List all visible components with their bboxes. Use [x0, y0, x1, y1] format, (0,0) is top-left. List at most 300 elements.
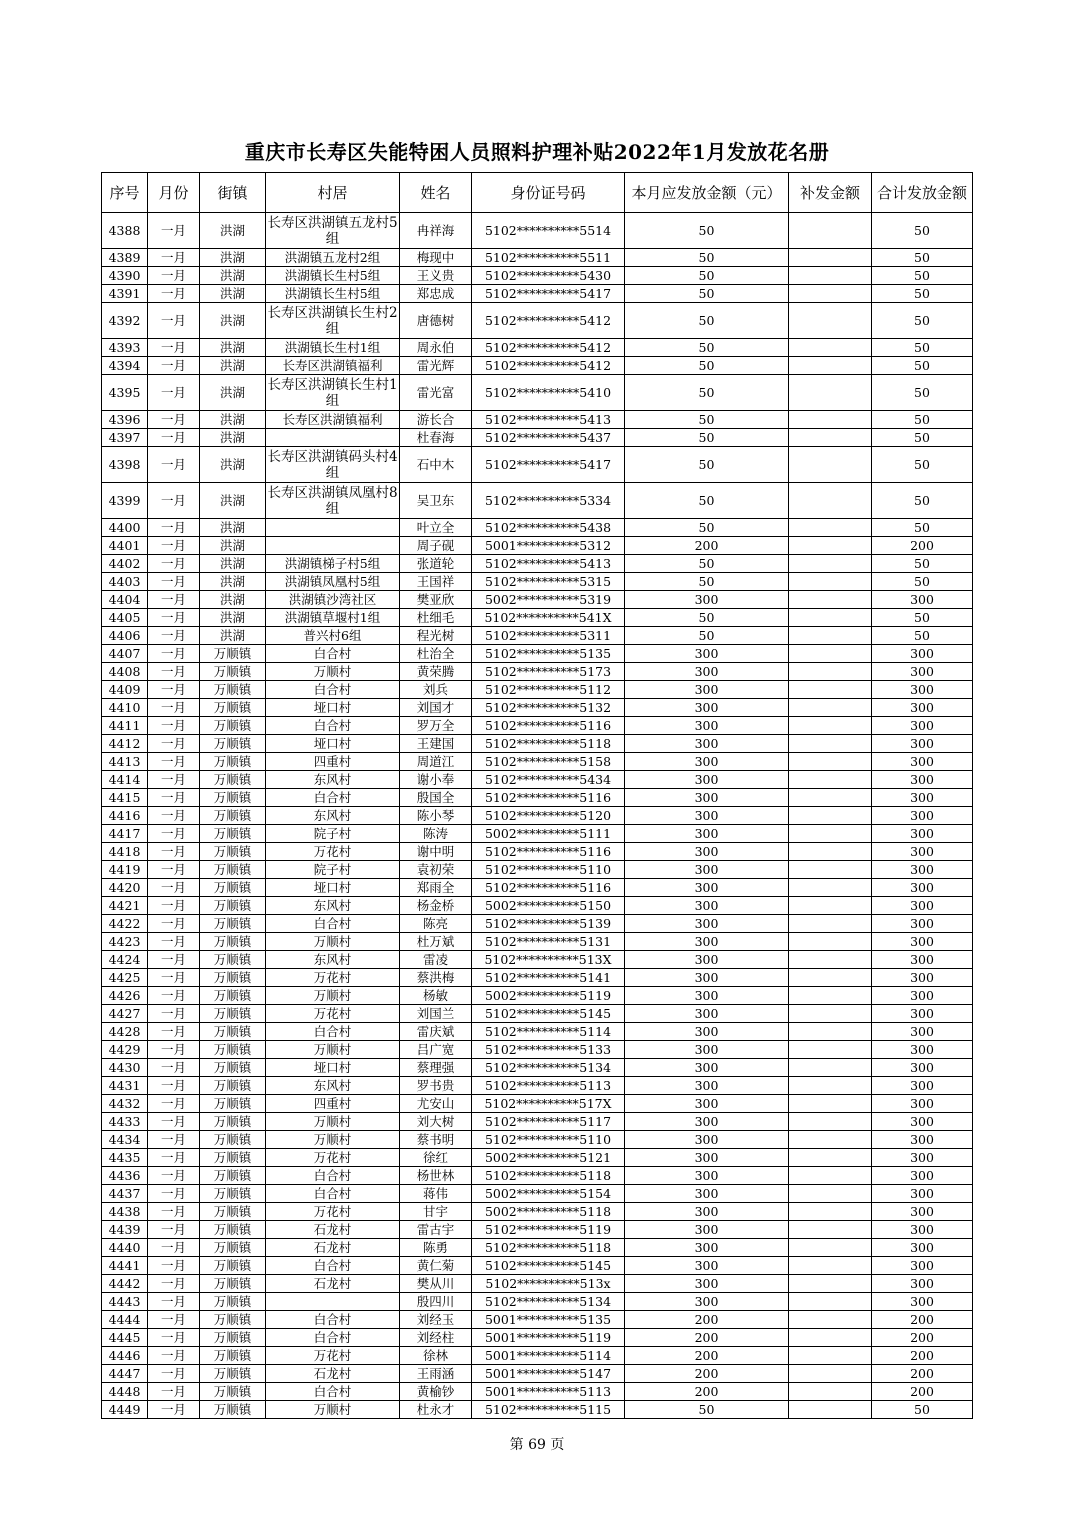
name-cell: 冉祥海: [400, 213, 472, 249]
seq-cell: 4435: [102, 1149, 148, 1167]
town-cell: 万顺镇: [200, 663, 266, 681]
col-header-id-number: 身份证号码: [472, 173, 625, 213]
seq-cell: 4434: [102, 1131, 148, 1149]
header-row: [102, 173, 973, 213]
seq-cell: 4414: [102, 771, 148, 789]
monthly-amount-cell: 50: [625, 267, 789, 285]
id-number-cell: 5102**********5135: [472, 645, 625, 663]
monthly-amount-cell: 200: [625, 1311, 789, 1329]
total-cell: 300: [872, 1095, 973, 1113]
total-cell: 300: [872, 1257, 973, 1275]
name-cell: 雷光富: [400, 375, 472, 411]
id-number-cell: 5102**********5437: [472, 429, 625, 447]
month-cell: 一月: [148, 573, 200, 591]
town-cell: 万顺镇: [200, 897, 266, 915]
id-number-cell: 5102**********5410: [472, 375, 625, 411]
total-cell: 300: [872, 699, 973, 717]
back-pay-cell: [789, 1347, 872, 1365]
monthly-amount-cell: 50: [625, 573, 789, 591]
town-cell: 万顺镇: [200, 1131, 266, 1149]
monthly-amount-cell: 300: [625, 1113, 789, 1131]
total-cell: 50: [872, 375, 973, 411]
monthly-amount-cell: 50: [625, 483, 789, 519]
town-cell: 万顺镇: [200, 1275, 266, 1293]
total-cell: 300: [872, 843, 973, 861]
id-number-cell: 5102**********5116: [472, 879, 625, 897]
monthly-amount-cell: 300: [625, 807, 789, 825]
id-number-cell: 5102**********5145: [472, 1005, 625, 1023]
month-cell: 一月: [148, 987, 200, 1005]
village-cell: 万花村: [266, 1005, 400, 1023]
town-cell: 洪湖: [200, 573, 266, 591]
town-cell: 万顺镇: [200, 1041, 266, 1059]
back-pay-cell: [789, 375, 872, 411]
back-pay-cell: [789, 1023, 872, 1041]
name-cell: 甘宇: [400, 1203, 472, 1221]
total-cell: 300: [872, 591, 973, 609]
total-cell: 300: [872, 771, 973, 789]
table-row: [102, 1023, 973, 1041]
seq-cell: 4400: [102, 519, 148, 537]
month-cell: 一月: [148, 555, 200, 573]
total-cell: 200: [872, 1383, 973, 1401]
table-row: [102, 1077, 973, 1095]
seq-cell: 4433: [102, 1113, 148, 1131]
village-cell: 万顺村: [266, 1401, 400, 1419]
month-cell: 一月: [148, 1077, 200, 1095]
id-number-cell: 5102**********5417: [472, 285, 625, 303]
table-row: [102, 699, 973, 717]
town-cell: 洪湖: [200, 303, 266, 339]
seq-cell: 4431: [102, 1077, 148, 1095]
monthly-amount-cell: 300: [625, 1077, 789, 1095]
month-cell: 一月: [148, 1059, 200, 1077]
village-cell: 万顺村: [266, 663, 400, 681]
id-number-cell: 5001**********5135: [472, 1311, 625, 1329]
table-row: [102, 1365, 973, 1383]
id-number-cell: 5102**********5113: [472, 1077, 625, 1095]
back-pay-cell: [789, 1131, 872, 1149]
month-cell: 一月: [148, 1347, 200, 1365]
town-cell: 万顺镇: [200, 645, 266, 663]
town-cell: 万顺镇: [200, 969, 266, 987]
monthly-amount-cell: 300: [625, 1239, 789, 1257]
name-cell: 唐德树: [400, 303, 472, 339]
back-pay-cell: [789, 969, 872, 987]
village-cell: [266, 519, 400, 537]
id-number-cell: 5102**********5131: [472, 933, 625, 951]
name-cell: 刘兵: [400, 681, 472, 699]
page-number: 第 69 页: [509, 1437, 565, 1453]
back-pay-cell: [789, 591, 872, 609]
back-pay-cell: [789, 1077, 872, 1095]
table-row: [102, 1203, 973, 1221]
monthly-amount-cell: 300: [625, 1005, 789, 1023]
village-cell: 万花村: [266, 1347, 400, 1365]
id-number-cell: 5102**********5116: [472, 717, 625, 735]
name-cell: 殷四川: [400, 1293, 472, 1311]
back-pay-cell: [789, 573, 872, 591]
village-cell: 白合村: [266, 1311, 400, 1329]
monthly-amount-cell: 300: [625, 1185, 789, 1203]
back-pay-cell: [789, 267, 872, 285]
monthly-amount-cell: 50: [625, 411, 789, 429]
id-number-cell: 5102**********5116: [472, 789, 625, 807]
id-number-cell: 5002**********5319: [472, 591, 625, 609]
village-cell: 万花村: [266, 1203, 400, 1221]
total-cell: 300: [872, 951, 973, 969]
village-cell: 洪湖镇凤凰村5组: [266, 573, 400, 591]
back-pay-cell: [789, 519, 872, 537]
total-cell: 50: [872, 339, 973, 357]
town-cell: 万顺镇: [200, 1329, 266, 1347]
town-cell: 洪湖: [200, 591, 266, 609]
roster-table: [101, 172, 973, 1419]
total-cell: 300: [872, 735, 973, 753]
monthly-amount-cell: 300: [625, 771, 789, 789]
back-pay-cell: [789, 1401, 872, 1419]
back-pay-cell: [789, 645, 872, 663]
total-cell: 300: [872, 1221, 973, 1239]
id-number-cell: 5102**********5114: [472, 1023, 625, 1041]
table-row: [102, 375, 973, 411]
town-cell: 洪湖: [200, 537, 266, 555]
id-number-cell: 5102**********513X: [472, 951, 625, 969]
town-cell: 万顺镇: [200, 771, 266, 789]
village-cell: 万花村: [266, 843, 400, 861]
village-cell: 院子村: [266, 861, 400, 879]
monthly-amount-cell: 300: [625, 1203, 789, 1221]
month-cell: 一月: [148, 915, 200, 933]
id-number-cell: 5001**********5312: [472, 537, 625, 555]
total-cell: 50: [872, 519, 973, 537]
seq-cell: 4395: [102, 375, 148, 411]
id-number-cell: 5102**********5115: [472, 1401, 625, 1419]
month-cell: 一月: [148, 537, 200, 555]
village-cell: 长寿区洪湖镇码头村4组: [267, 448, 398, 481]
monthly-amount-cell: 50: [625, 285, 789, 303]
back-pay-cell: [789, 339, 872, 357]
village-cell: 四重村: [266, 753, 400, 771]
table-row: [102, 825, 973, 843]
town-cell: 洪湖: [200, 429, 266, 447]
name-cell: 杨敏: [400, 987, 472, 1005]
table-row: [102, 411, 973, 429]
seq-cell: 4429: [102, 1041, 148, 1059]
town-cell: 洪湖: [200, 357, 266, 375]
town-cell: 洪湖: [200, 627, 266, 645]
id-number-cell: 5102**********541X: [472, 609, 625, 627]
id-number-cell: 5102**********5417: [472, 447, 625, 483]
month-cell: 一月: [148, 285, 200, 303]
monthly-amount-cell: 300: [625, 951, 789, 969]
town-cell: 万顺镇: [200, 843, 266, 861]
id-number-cell: 5102**********5311: [472, 627, 625, 645]
village-cell: 洪湖镇长生村1组: [266, 339, 400, 357]
back-pay-cell: [789, 447, 872, 483]
name-cell: 杜治全: [400, 645, 472, 663]
name-cell: 郑忠成: [400, 285, 472, 303]
name-cell: 杜春海: [400, 429, 472, 447]
back-pay-cell: [789, 951, 872, 969]
month-cell: 一月: [148, 825, 200, 843]
table-row: [102, 735, 973, 753]
back-pay-cell: [789, 735, 872, 753]
month-cell: 一月: [148, 1365, 200, 1383]
table-row: [102, 1275, 973, 1293]
total-cell: 50: [872, 483, 973, 519]
table-row: [102, 573, 973, 591]
total-cell: 300: [872, 1023, 973, 1041]
seq-cell: 4405: [102, 609, 148, 627]
monthly-amount-cell: 300: [625, 861, 789, 879]
town-cell: 万顺镇: [200, 1257, 266, 1275]
village-cell: 万顺村: [266, 1113, 400, 1131]
name-cell: 罗书贵: [400, 1077, 472, 1095]
town-cell: 洪湖: [200, 609, 266, 627]
month-cell: 一月: [148, 1005, 200, 1023]
total-cell: 50: [872, 267, 973, 285]
monthly-amount-cell: 300: [625, 825, 789, 843]
id-number-cell: 5001**********5147: [472, 1365, 625, 1383]
village-cell: 东风村: [266, 771, 400, 789]
id-number-cell: 5002**********5154: [472, 1185, 625, 1203]
back-pay-cell: [789, 483, 872, 519]
id-number-cell: 5102**********5173: [472, 663, 625, 681]
back-pay-cell: [789, 1239, 872, 1257]
total-cell: 300: [872, 1203, 973, 1221]
seq-cell: 4446: [102, 1347, 148, 1365]
village-cell: 洪湖镇五龙村2组: [266, 249, 400, 267]
name-cell: 吕广宽: [400, 1041, 472, 1059]
table-row: [102, 1383, 973, 1401]
id-number-cell: 5102**********5139: [472, 915, 625, 933]
village-cell: 垭口村: [266, 735, 400, 753]
id-number-cell: 5001**********5114: [472, 1347, 625, 1365]
town-cell: 万顺镇: [200, 879, 266, 897]
back-pay-cell: [789, 213, 872, 249]
table-row: [102, 987, 973, 1005]
village-cell: 长寿区洪湖镇五龙村5组: [267, 214, 398, 247]
back-pay-cell: [789, 933, 872, 951]
name-cell: 刘国才: [400, 699, 472, 717]
seq-cell: 4444: [102, 1311, 148, 1329]
village-cell: 石龙村: [266, 1239, 400, 1257]
total-cell: 300: [872, 1113, 973, 1131]
back-pay-cell: [789, 1383, 872, 1401]
table-row: [102, 771, 973, 789]
monthly-amount-cell: 300: [625, 969, 789, 987]
col-header-month: 月份: [148, 173, 200, 213]
town-cell: 万顺镇: [200, 915, 266, 933]
total-cell: 200: [872, 1329, 973, 1347]
village-cell: 垭口村: [266, 879, 400, 897]
town-cell: 万顺镇: [200, 861, 266, 879]
month-cell: 一月: [148, 429, 200, 447]
village-cell: 东风村: [266, 951, 400, 969]
monthly-amount-cell: 50: [625, 609, 789, 627]
month-cell: 一月: [148, 627, 200, 645]
month-cell: 一月: [148, 1239, 200, 1257]
town-cell: 万顺镇: [200, 681, 266, 699]
table-row: [102, 969, 973, 987]
total-cell: 50: [872, 249, 973, 267]
name-cell: 黄榆钞: [400, 1383, 472, 1401]
village-cell: 白合村: [266, 789, 400, 807]
name-cell: 梅现中: [400, 249, 472, 267]
name-cell: 殷国全: [400, 789, 472, 807]
name-cell: 蔡洪梅: [400, 969, 472, 987]
seq-cell: 4440: [102, 1239, 148, 1257]
table-body: [102, 213, 973, 1419]
seq-cell: 4430: [102, 1059, 148, 1077]
town-cell: 洪湖: [200, 285, 266, 303]
seq-cell: 4401: [102, 537, 148, 555]
name-cell: 雷凌: [400, 951, 472, 969]
id-number-cell: 5102**********5117: [472, 1113, 625, 1131]
page-title: 重庆市长寿区失能特困人员照料护理补贴2022年1月发放花名册: [244, 140, 830, 164]
town-cell: 洪湖: [200, 213, 266, 249]
name-cell: 王雨涵: [400, 1365, 472, 1383]
back-pay-cell: [789, 789, 872, 807]
id-number-cell: 5102**********517X: [472, 1095, 625, 1113]
name-cell: 谢中明: [400, 843, 472, 861]
total-cell: 50: [872, 573, 973, 591]
id-number-cell: 5102**********5334: [472, 483, 625, 519]
monthly-amount-cell: 200: [625, 1347, 789, 1365]
monthly-amount-cell: 50: [625, 447, 789, 483]
total-cell: 300: [872, 933, 973, 951]
total-cell: 50: [872, 609, 973, 627]
village-cell: 长寿区洪湖镇凤凰村8组: [267, 484, 398, 517]
seq-cell: 4442: [102, 1275, 148, 1293]
back-pay-cell: [789, 681, 872, 699]
monthly-amount-cell: 50: [625, 339, 789, 357]
monthly-amount-cell: 300: [625, 735, 789, 753]
month-cell: 一月: [148, 1221, 200, 1239]
village-cell: 白合村: [266, 681, 400, 699]
seq-cell: 4408: [102, 663, 148, 681]
col-header-back-pay: 补发金额: [789, 173, 872, 213]
monthly-amount-cell: 300: [625, 879, 789, 897]
seq-cell: 4410: [102, 699, 148, 717]
monthly-amount-cell: 300: [625, 1221, 789, 1239]
village-cell: 万顺村: [266, 1131, 400, 1149]
total-cell: 300: [872, 1185, 973, 1203]
id-number-cell: 5002**********5150: [472, 897, 625, 915]
seq-cell: 4422: [102, 915, 148, 933]
village-cell: 垭口村: [266, 699, 400, 717]
table-row: [102, 681, 973, 699]
town-cell: 万顺镇: [200, 699, 266, 717]
name-cell: 王建国: [400, 735, 472, 753]
back-pay-cell: [789, 879, 872, 897]
table-row: [102, 1167, 973, 1185]
id-number-cell: 5102**********5141: [472, 969, 625, 987]
table-row: [102, 1131, 973, 1149]
monthly-amount-cell: 300: [625, 717, 789, 735]
month-cell: 一月: [148, 1131, 200, 1149]
name-cell: 周子砚: [400, 537, 472, 555]
table-row: [102, 1059, 973, 1077]
back-pay-cell: [789, 1041, 872, 1059]
month-cell: 一月: [148, 1095, 200, 1113]
month-cell: 一月: [148, 933, 200, 951]
name-cell: 张道轮: [400, 555, 472, 573]
name-cell: 游长合: [400, 411, 472, 429]
village-cell: 白合村: [266, 1329, 400, 1347]
name-cell: 王国祥: [400, 573, 472, 591]
table-row: [102, 1113, 973, 1131]
town-cell: 洪湖: [200, 339, 266, 357]
town-cell: 万顺镇: [200, 1293, 266, 1311]
id-number-cell: 5102**********5430: [472, 267, 625, 285]
village-cell: 白合村: [266, 1383, 400, 1401]
name-cell: 刘国兰: [400, 1005, 472, 1023]
name-cell: 叶立全: [400, 519, 472, 537]
town-cell: 万顺镇: [200, 1023, 266, 1041]
total-cell: 300: [872, 1059, 973, 1077]
back-pay-cell: [789, 807, 872, 825]
id-number-cell: 5001**********5119: [472, 1329, 625, 1347]
back-pay-cell: [789, 1149, 872, 1167]
total-cell: 300: [872, 645, 973, 663]
id-number-cell: 5102**********5120: [472, 807, 625, 825]
seq-cell: 4406: [102, 627, 148, 645]
table-row: [102, 1041, 973, 1059]
seq-cell: 4441: [102, 1257, 148, 1275]
back-pay-cell: [789, 771, 872, 789]
seq-cell: 4420: [102, 879, 148, 897]
month-cell: 一月: [148, 1185, 200, 1203]
month-cell: 一月: [148, 249, 200, 267]
table-row: [102, 663, 973, 681]
town-cell: 万顺镇: [200, 933, 266, 951]
back-pay-cell: [789, 1005, 872, 1023]
seq-cell: 4432: [102, 1095, 148, 1113]
name-cell: 谢小奉: [400, 771, 472, 789]
month-cell: 一月: [148, 519, 200, 537]
monthly-amount-cell: 300: [625, 897, 789, 915]
month-cell: 一月: [148, 807, 200, 825]
table-row: [102, 447, 973, 483]
seq-cell: 4445: [102, 1329, 148, 1347]
name-cell: 刘经柱: [400, 1329, 472, 1347]
village-cell: 洪湖镇长生村5组: [266, 285, 400, 303]
total-cell: 50: [872, 555, 973, 573]
seq-cell: 4415: [102, 789, 148, 807]
monthly-amount-cell: 50: [625, 429, 789, 447]
name-cell: 徐林: [400, 1347, 472, 1365]
name-cell: 王义贵: [400, 267, 472, 285]
monthly-amount-cell: 300: [625, 1059, 789, 1077]
id-number-cell: 5102**********513x: [472, 1275, 625, 1293]
back-pay-cell: [789, 1203, 872, 1221]
monthly-amount-cell: 300: [625, 843, 789, 861]
table-row: [102, 1185, 973, 1203]
name-cell: 杜永才: [400, 1401, 472, 1419]
back-pay-cell: [789, 357, 872, 375]
back-pay-cell: [789, 915, 872, 933]
back-pay-cell: [789, 843, 872, 861]
month-cell: 一月: [148, 753, 200, 771]
village-cell: 长寿区洪湖镇福利: [266, 357, 400, 375]
table-row: [102, 555, 973, 573]
name-cell: 杨世林: [400, 1167, 472, 1185]
town-cell: 万顺镇: [200, 1095, 266, 1113]
town-cell: 万顺镇: [200, 1383, 266, 1401]
back-pay-cell: [789, 897, 872, 915]
